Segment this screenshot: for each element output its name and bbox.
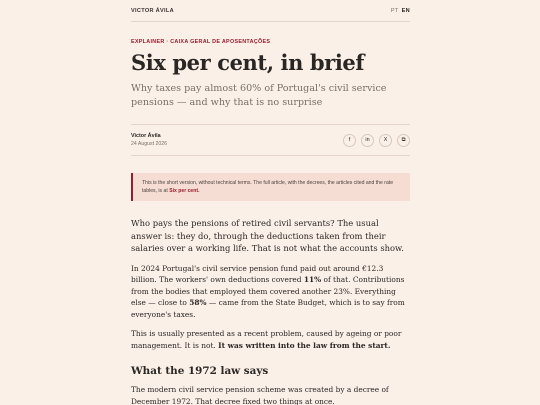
highlight-figure: 58%	[189, 298, 207, 307]
copy-link-icon[interactable]: ⧉	[397, 134, 410, 147]
site-header	[131, 0, 410, 22]
byline-divider	[131, 155, 410, 156]
paragraph: The modern civil service pension scheme was created by a decree of December 1972. That decree fixed two things at once.	[131, 385, 389, 405]
share-buttons	[343, 134, 410, 147]
paragraph	[131, 263, 410, 321]
emphasis-text: It was written into the law from the start.	[218, 340, 391, 350]
article-title: Six per cent, in brief	[131, 50, 365, 75]
notice-text: This is the short version, without technical terms. The full article, with the decrees, the articles cited and the rate tables, is at	[142, 180, 394, 194]
paragraph	[131, 328, 410, 351]
facebook-icon[interactable]: f	[343, 134, 356, 147]
author-name: Victor Ávila	[131, 133, 161, 139]
full-article-link[interactable]: Six per cent.	[169, 188, 200, 194]
language-switcher	[391, 8, 410, 14]
paragraph-text: of that. Contributions from the bodies that employed them covered another 23%. Everything else — close to	[131, 275, 405, 307]
section-heading: What the 1972 law says	[131, 365, 269, 377]
site-name-link[interactable]: VICTOR ÁVILA	[131, 7, 174, 14]
short-version-notice	[131, 173, 410, 201]
linkedin-icon[interactable]: in	[361, 134, 374, 147]
author-block	[131, 133, 167, 147]
article-subtitle: Why taxes pay almost 60% of Portugal's civil service pensions — and why that is no surprise	[131, 83, 387, 108]
article-page	[131, 0, 410, 405]
lang-pt-link[interactable]: PT	[390, 7, 399, 14]
paragraph-text: This is usually presented as a recent problem, caused by ageing or poor management. It is not.	[131, 329, 402, 350]
highlight-figure: 11%	[303, 275, 322, 284]
lead-paragraph: Who pays the pensions of retired civil servants? The usual answer is: they do, through the deductions taken from their salaries over a working life. That is not what the accounts show.	[131, 218, 404, 253]
paragraph-text: In 2024 Portugal's civil service pension fund paid out around €12.3 billion. The workers' own deductions covered	[131, 263, 384, 284]
byline	[131, 124, 410, 147]
paragraph-text: — came from the State Budget, which is to say from everyone's taxes.	[131, 298, 405, 319]
x-icon[interactable]: X	[379, 134, 392, 147]
publish-date: 24 August 2026	[131, 141, 168, 147]
article-kicker: EXPLAINER · CAIXA GERAL DE APOSENTAÇÕES	[131, 39, 271, 45]
lang-en-link[interactable]: EN	[401, 7, 410, 14]
article-body	[131, 217, 410, 405]
